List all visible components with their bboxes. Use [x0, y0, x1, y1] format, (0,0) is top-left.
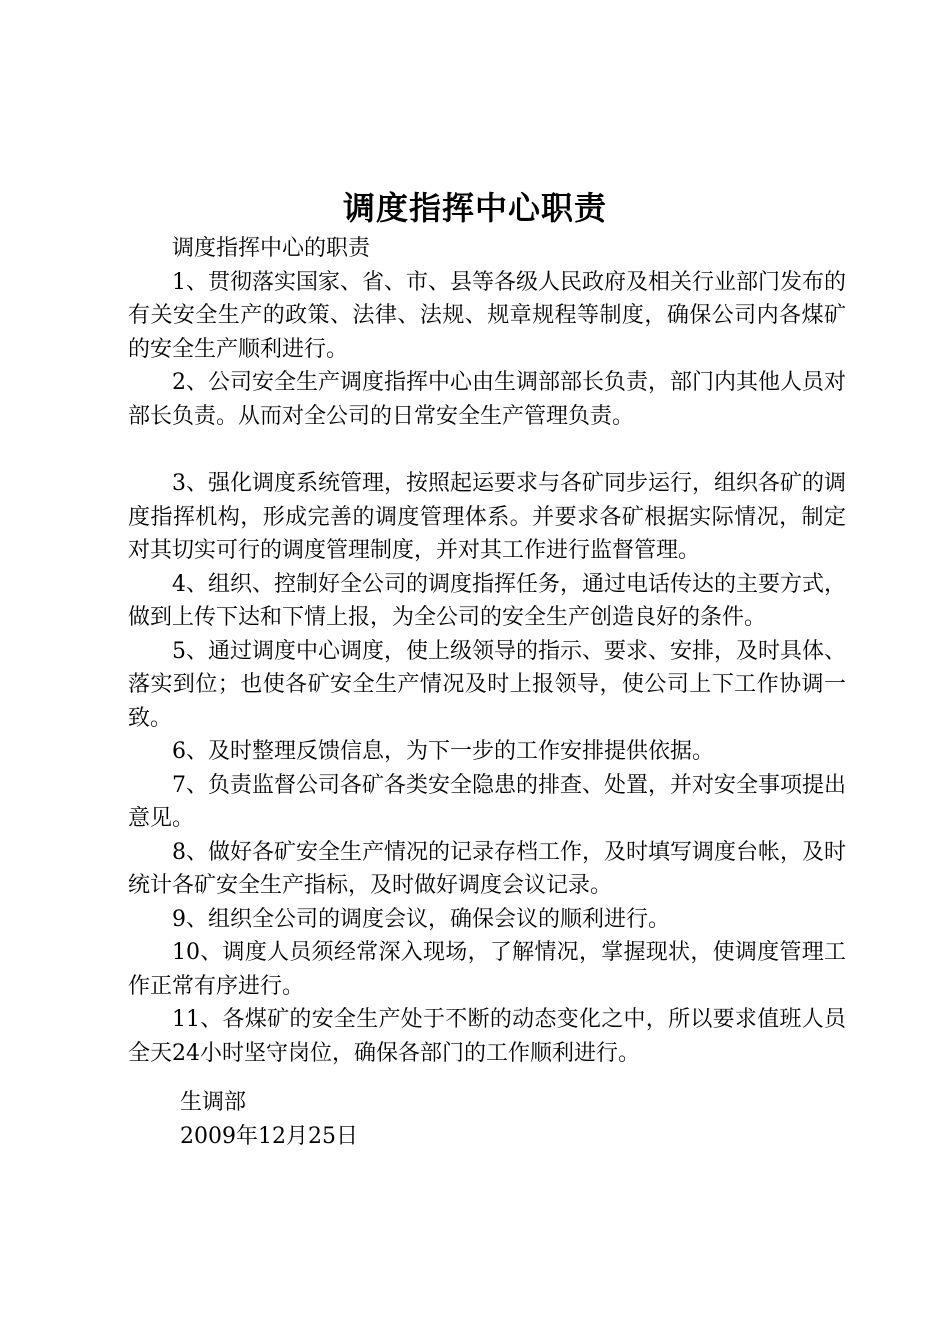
duty-item-11: 11、各煤矿的安全生产处于不断的动态变化之中，所以要求值班人员全天24小时坚守岗位，确保各部门的工作顺利进行。 — [128, 1007, 846, 1066]
duty-item-9: 9、组织全公司的调度会议，确保会议的顺利进行。 — [172, 906, 670, 932]
duty-item-8: 8、做好各矿安全生产情况的记录存档工作，及时填写调度台帐，及时统计各矿安全生产指标，及时做好调度会议记录。 — [128, 839, 846, 898]
duty-item-3: 3、强化调度系统管理，按照起运要求与各矿同步运行，组织各矿的调度指挥机构，形成完善的调度管理体系。并要求各矿根据实际情况，制定对其切实可行的调度管理制度，并对其工作进行监督管理。 — [128, 471, 846, 563]
duty-item-5: 5、通过调度中心调度，使上级领导的指示、要求、安排，及时具体、落实到位；也使各矿安全生产情况及时上报领导，使公司上下工作协调一致。 — [128, 638, 846, 731]
signature-department: 生调部 — [180, 1090, 247, 1115]
duty-item-7: 7、负责监督公司各矿各类安全隐患的排查、处置，并对安全事项提出意见。 — [128, 772, 846, 831]
duty-item-2: 2、公司安全生产调度指挥中心由生调部部长负责，部门内其他人员对部长负责。从而对全公司的日常安全生产管理负责。 — [128, 370, 846, 429]
signature-date: 2009年12月25日 — [180, 1124, 358, 1149]
duty-item-4: 4、组织、控制好全公司的调度指挥任务，通过电话传达的主要方式，做到上传下达和下情上报，为全公司的安全生产创造良好的条件。 — [128, 571, 846, 630]
duty-item-6: 6、及时整理反馈信息，为下一步的工作安排提供依据。 — [172, 739, 714, 764]
signature-block — [180, 1086, 358, 1154]
duty-item-1: 1、贯彻落实国家、省、市、县等各级人民政府及相关行业部门发布的有关安全生产的政策、法律、法规、规章规程等制度，确保公司内各煤矿的安全生产顺利进行。 — [128, 269, 846, 362]
document-body — [128, 232, 846, 1070]
document-title: 调度指挥中心职责 — [342, 189, 607, 227]
duty-item-10: 10、调度人员须经常深入现场，了解情况，掌握现状，使调度管理工作正常有序进行。 — [128, 940, 846, 999]
section-heading: 调度指挥中心的职责 — [172, 236, 371, 261]
